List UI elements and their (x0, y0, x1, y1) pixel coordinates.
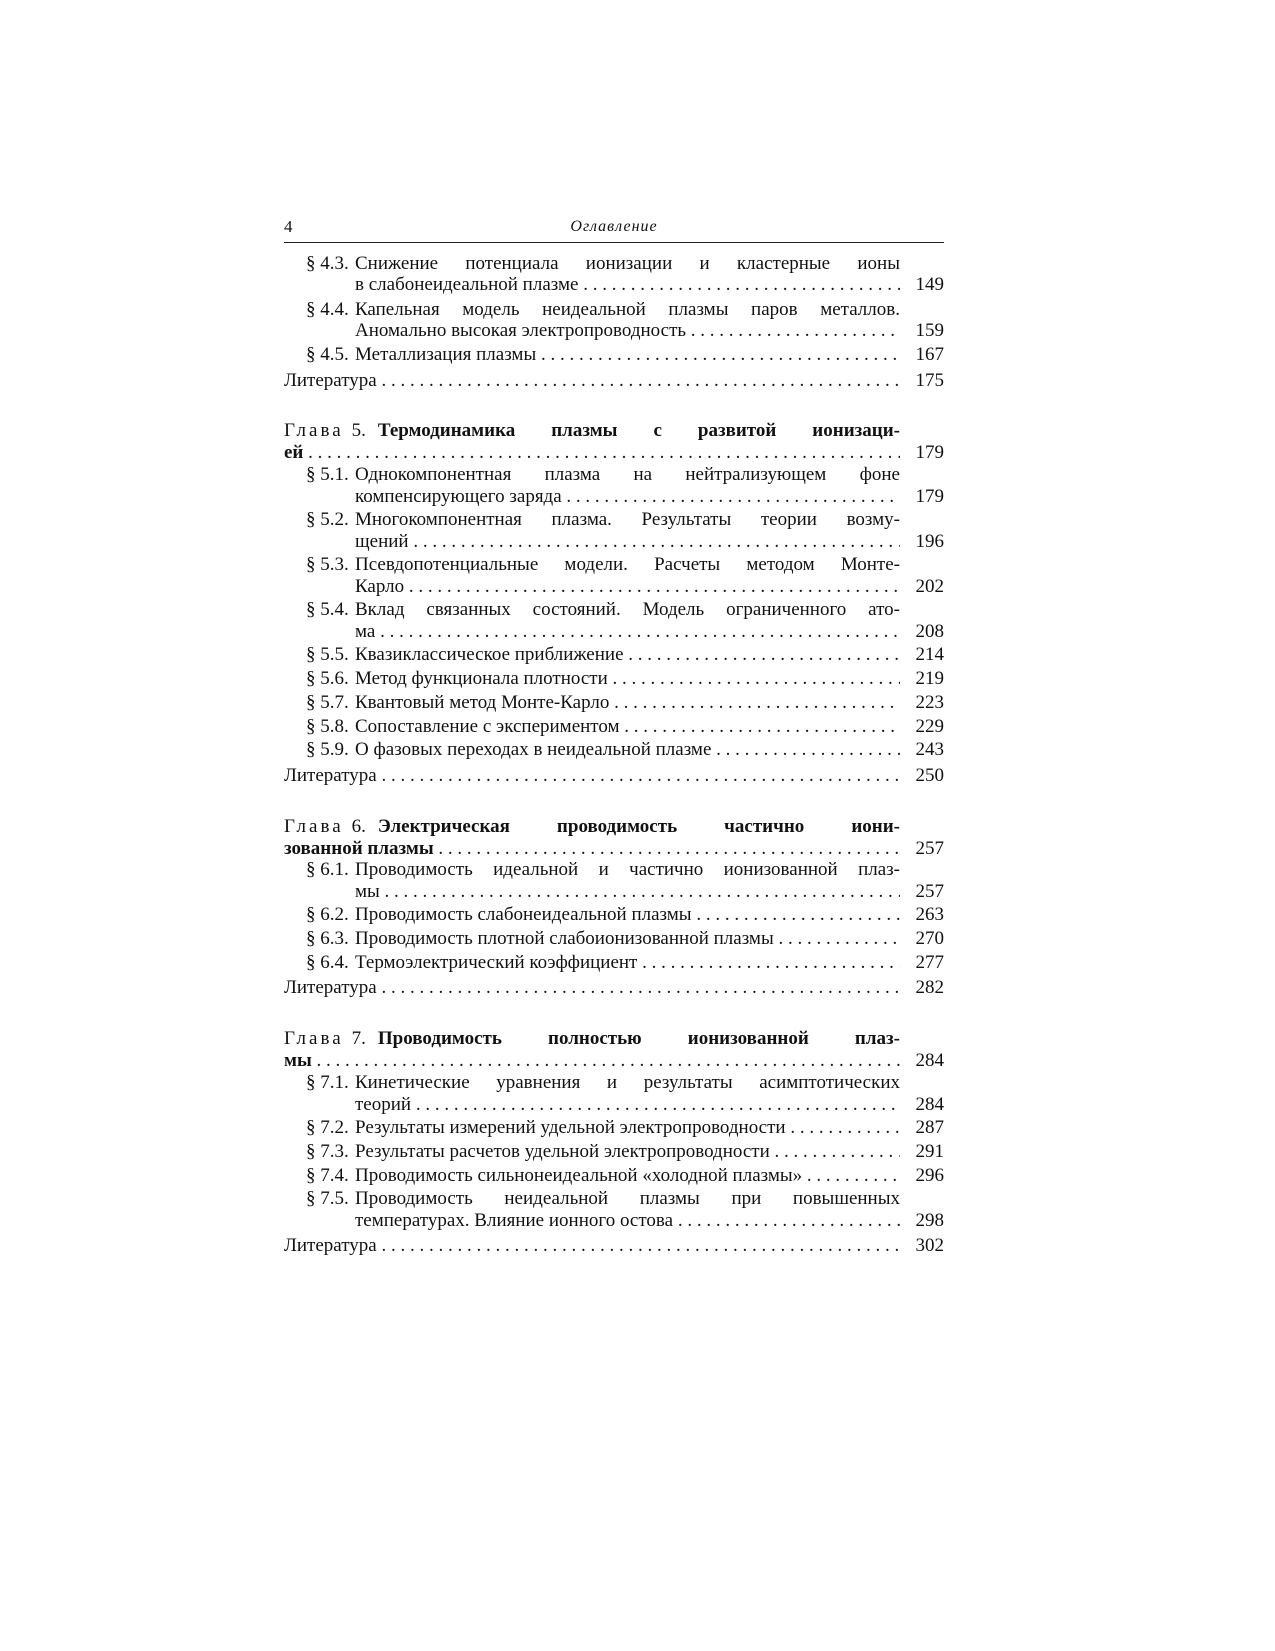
toc-entry-leader (355, 273, 900, 297)
toc-entry-leader (355, 880, 900, 904)
toc-entry-title: Многокомпонентная плазма. Результаты теории возму- (355, 509, 900, 530)
toc-page-number: 175 (915, 370, 944, 391)
toc-page-number: 229 (915, 716, 944, 737)
chapter-heading (284, 815, 900, 839)
toc-page-number: 287 (915, 1117, 944, 1138)
toc-entry-leader (355, 903, 900, 927)
toc-page-number: 243 (915, 739, 944, 760)
toc-entry-title: Кинетические уравнения и результаты асимптотических (355, 1072, 900, 1093)
running-head: Оглавление (570, 218, 658, 235)
toc-page-number: 270 (915, 928, 944, 949)
toc-page-number: 196 (915, 531, 944, 552)
chapter-title: ей (284, 442, 304, 463)
section-number: § 7.5. (306, 1188, 349, 1209)
toc-entry-leader (284, 369, 900, 393)
toc-entry-title: мы (355, 881, 380, 902)
section-number: § 7.1. (306, 1072, 349, 1093)
toc-page-number: 179 (915, 442, 944, 463)
toc-entry-leader (284, 441, 900, 465)
toc-entry-leader (355, 319, 900, 343)
toc-entry-leader (355, 575, 900, 599)
toc-entry-title: щений (355, 531, 409, 552)
toc-entry-title: Квазиклассическое приближение (355, 644, 624, 665)
toc-page-number: 277 (915, 952, 944, 973)
toc-entry-title: Вклад связанных состояний. Модель ограниченного ато- (355, 599, 900, 620)
toc-page-number: 291 (915, 1141, 944, 1162)
toc-entry-title: Проводимость идеальной и частично ионизованной плаз- (355, 859, 900, 880)
section-number: § 5.3. (306, 554, 349, 575)
toc-page-number: 219 (915, 668, 944, 689)
toc-entry-title: Псевдопотенциальные модели. Расчеты методом Монте- (355, 554, 900, 575)
toc-page-number: 284 (915, 1094, 944, 1115)
section-number: § 5.9. (306, 739, 349, 760)
toc-entry-title: Снижение потенциала ионизации и кластерные ионы (355, 253, 900, 274)
toc-entry-title: Сопоставление с экспериментом (355, 716, 620, 737)
toc-entry-leader (284, 976, 900, 1000)
section-number: § 5.4. (306, 599, 349, 620)
section-number: § 5.6. (306, 668, 349, 689)
section-number: § 5.7. (306, 692, 349, 713)
toc-page-number: 202 (915, 576, 944, 597)
toc-entry-title: теорий (355, 1094, 412, 1115)
toc-entry-title: Результаты измерений удельной электропроводности (355, 1117, 786, 1138)
toc-entry-title: Проводимость слабонеидеальной плазмы (355, 904, 692, 925)
toc-entry-leader (355, 343, 900, 367)
chapter-heading (284, 1027, 900, 1051)
chapter-title: Проводимость полностью ионизованной плаз- (377, 1028, 900, 1049)
toc-entry-leader (355, 530, 900, 554)
chapter-title: Термодинамика плазмы с развитой ионизаци- (377, 420, 900, 441)
toc-page-number: 214 (915, 644, 944, 665)
chapter-label: Глава (284, 816, 344, 837)
references-label: Литература (284, 765, 377, 786)
toc-entry-title: Капельная модель неидеальной плазмы паров металлов. (355, 299, 900, 320)
section-number: § 4.3. (306, 253, 349, 274)
toc-entry-title: Результаты расчетов удельной электропроводности (355, 1141, 770, 1162)
chapter-label: Глава (284, 420, 344, 441)
toc-page-number: 257 (915, 838, 944, 859)
toc-page-number: 208 (915, 621, 944, 642)
toc-page-number: 284 (915, 1050, 944, 1071)
chapter-number: 7. (351, 1028, 366, 1049)
toc-page-number: 296 (915, 1165, 944, 1186)
section-number: § 6.4. (306, 952, 349, 973)
toc-page-number: 159 (915, 320, 944, 341)
chapter-number: 6. (351, 816, 366, 837)
toc-entry-title: Аномально высокая электропроводность (355, 320, 687, 341)
section-number: § 4.4. (306, 299, 349, 320)
toc-entry-leader (355, 951, 900, 975)
toc-entry-leader (355, 620, 900, 644)
section-number: § 5.5. (306, 644, 349, 665)
toc-entry-title: Проводимость неидеальной плазмы при повышенных (355, 1188, 900, 1209)
section-number: § 5.2. (306, 509, 349, 530)
header-rule (284, 242, 944, 243)
chapter-heading (284, 419, 900, 443)
section-number: § 5.1. (306, 464, 349, 485)
section-number: § 6.2. (306, 904, 349, 925)
toc-entry-leader (355, 1140, 900, 1164)
toc-entry-title: ма (355, 621, 376, 642)
references-label: Литература (284, 370, 377, 391)
chapter-title: мы (284, 1050, 312, 1071)
toc-entry-title: Метод функционала плотности (355, 668, 608, 689)
toc-page-number: 179 (915, 486, 944, 507)
toc-entry-leader (355, 691, 900, 715)
chapter-label: Глава (284, 1028, 344, 1049)
toc-entry-title: в слабонеидеальной плазме (355, 274, 579, 295)
toc-page-number: 149 (915, 274, 944, 295)
section-number: § 5.8. (306, 716, 349, 737)
toc-entry-leader (355, 667, 900, 691)
section-number: § 7.3. (306, 1141, 349, 1162)
toc-entry-title: Карло (355, 576, 405, 597)
toc-page-number: 167 (915, 344, 944, 365)
toc-entry-title: Проводимость плотной слабоионизованной плазмы (355, 928, 774, 949)
toc-page-number: 250 (915, 765, 944, 786)
toc-entry-title: Однокомпонентная плазма на нейтрализующем фоне (355, 464, 900, 485)
toc-entry-leader (355, 927, 900, 951)
toc-entry-title: Термоэлектрический коэффициент (355, 952, 638, 973)
references-label: Литература (284, 1235, 377, 1256)
chapter-number: 5. (351, 420, 366, 441)
toc-entry-leader (355, 1209, 900, 1233)
section-number: § 6.1. (306, 859, 349, 880)
toc-entry-leader (355, 1164, 900, 1188)
toc-page-number: 257 (915, 881, 944, 902)
section-number: § 4.5. (306, 344, 349, 365)
toc-entry-leader (355, 485, 900, 509)
toc-entry-leader (284, 1049, 900, 1073)
toc-entry-leader (355, 715, 900, 739)
section-number: § 7.4. (306, 1165, 349, 1186)
page-number: 4 (284, 217, 293, 236)
toc-entry-title: Квантовый метод Монте-Карло (355, 692, 610, 713)
toc-entry-title: О фазовых переходах в неидеальной плазме (355, 739, 712, 760)
toc-entry-title: Металлизация плазмы (355, 344, 537, 365)
toc-entry-leader (355, 1093, 900, 1117)
toc-page-number: 298 (915, 1210, 944, 1231)
toc-page-number: 223 (915, 692, 944, 713)
toc-entry-leader (284, 1234, 900, 1258)
toc-entry-leader (355, 643, 900, 667)
toc-entry-title: температурах. Влияние ионного остова (355, 1210, 674, 1231)
toc-entry-title: компенсирующего заряда (355, 486, 562, 507)
toc-entry-leader (284, 764, 900, 788)
toc-entry-leader (355, 1116, 900, 1140)
chapter-title: зованной плазмы (284, 838, 434, 859)
toc-page-number: 282 (915, 977, 944, 998)
section-number: § 7.2. (306, 1117, 349, 1138)
section-number: § 6.3. (306, 928, 349, 949)
toc-entry-title: Проводимость сильнонеидеальной «холодной плазмы» (355, 1165, 803, 1186)
toc-entry-leader (355, 738, 900, 762)
toc-page-number: 302 (915, 1235, 944, 1256)
references-label: Литература (284, 977, 377, 998)
toc-page-number: 263 (915, 904, 944, 925)
chapter-title: Электрическая проводимость частично иони- (377, 816, 900, 837)
